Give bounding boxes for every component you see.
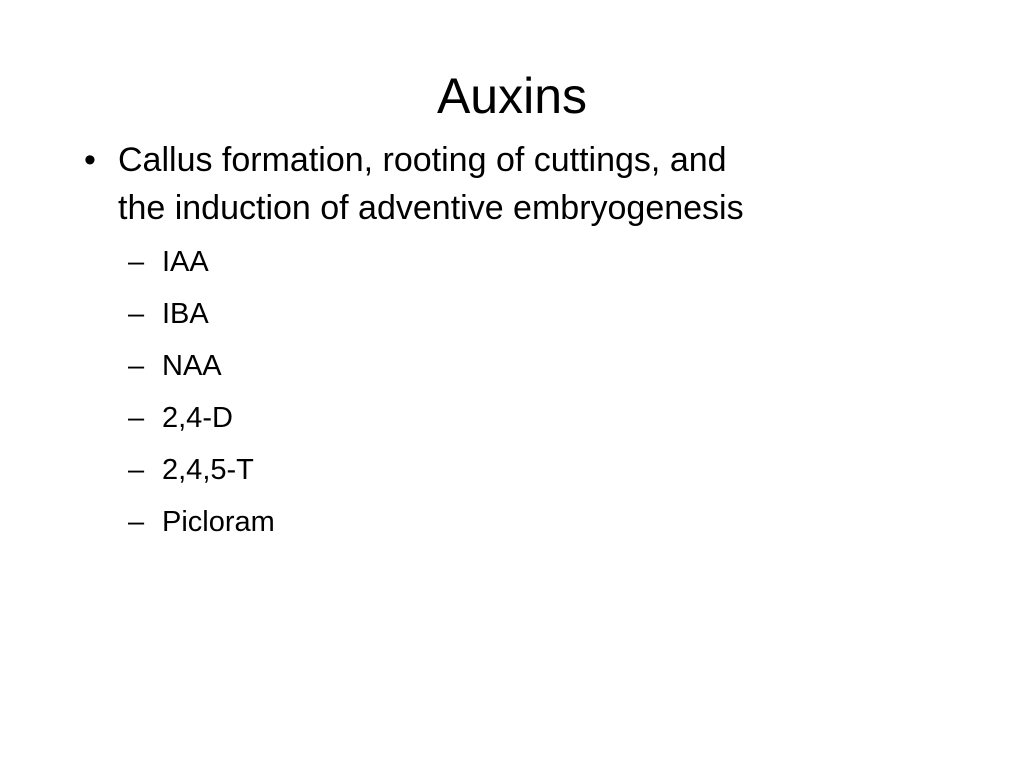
sub-bullet-item (78, 236, 958, 288)
sub-bullet-item (78, 496, 958, 548)
sub-bullet-text: 2,4-D (162, 402, 233, 434)
dash-marker: – (128, 506, 145, 538)
dash-marker: – (128, 402, 145, 434)
sub-bullet-text: IBA (162, 298, 209, 330)
sub-bullet-item (78, 288, 958, 340)
dash-marker: – (128, 454, 145, 486)
sub-bullet-text: 2,4,5-T (162, 454, 254, 486)
sub-bullet-item (78, 340, 958, 392)
bullet-text-line2: the induction of adventive embryogenesis (118, 189, 744, 227)
bullet-item (78, 136, 958, 232)
bullet-marker: • (84, 141, 96, 179)
dash-marker: – (128, 298, 145, 330)
slide-content (78, 136, 958, 548)
sub-bullet-item (78, 392, 958, 444)
dash-marker: – (128, 246, 145, 278)
sub-bullet-text: NAA (162, 350, 222, 382)
sub-bullet-text: Picloram (162, 506, 275, 538)
sub-bullet-list (78, 236, 958, 548)
dash-marker: – (128, 350, 145, 382)
sub-bullet-text: IAA (162, 246, 209, 278)
slide-title: Auxins (436, 68, 588, 124)
sub-bullet-item (78, 444, 958, 496)
bullet-text-line1: Callus formation, rooting of cuttings, and (118, 141, 727, 179)
